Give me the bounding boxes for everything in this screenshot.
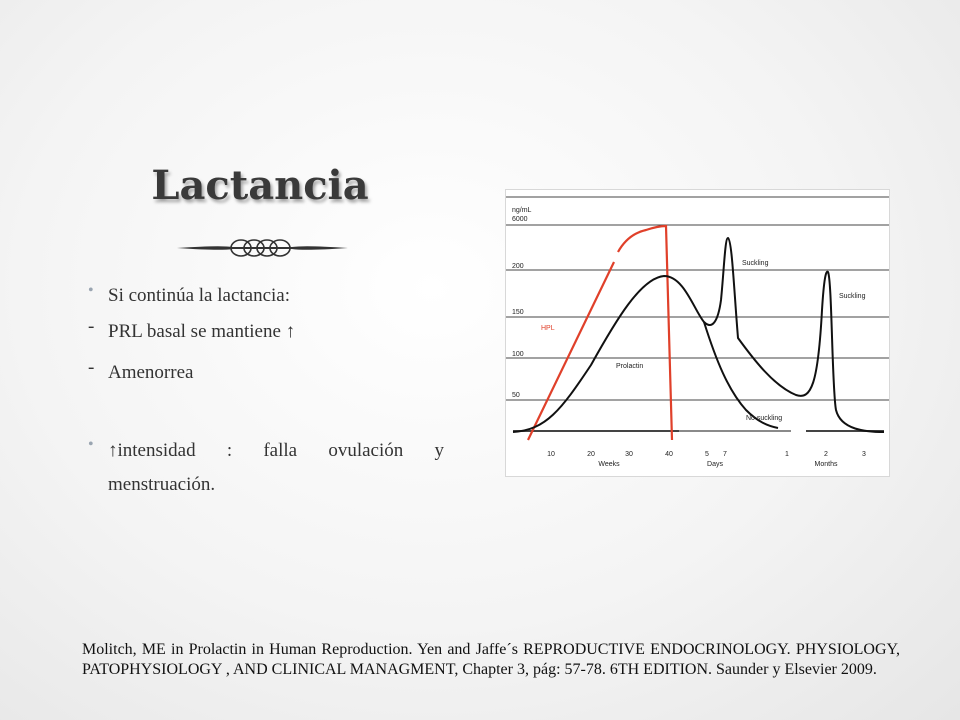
prolactin-curve <box>513 238 884 432</box>
bullet-text: Si continúa la lactancia: <box>108 285 291 306</box>
prolactin-figure <box>505 189 890 477</box>
x-tick-label: 1 <box>785 451 789 458</box>
x-group-label: Months <box>814 461 838 468</box>
bullet-text: Amenorrea <box>108 362 194 383</box>
bullet-text: PRL basal se mantiene ↑ <box>108 321 296 342</box>
y-tick-label: 50 <box>512 392 520 399</box>
suckling-label: Suckling <box>742 260 769 267</box>
x-tick-label: 10 <box>547 451 555 458</box>
y-tick-label: 100 <box>512 351 524 358</box>
x-tick-label: 5 <box>705 451 709 458</box>
bullet-marker: • <box>88 282 94 299</box>
y-tick-label: 6000 <box>512 216 528 223</box>
hpl-label: HPL <box>541 325 555 332</box>
bullet-text: ↑intensidad : falla ovulación y menstruación. <box>108 440 444 495</box>
x-tick-label: 3 <box>862 451 866 458</box>
x-tick-label: 40 <box>665 451 673 458</box>
y-tick-label: 150 <box>512 309 524 316</box>
dash-marker: - <box>88 316 95 337</box>
x-group-label: Weeks <box>598 461 620 468</box>
prolactin-label: Prolactin <box>616 363 644 370</box>
bullet-marker: • <box>88 436 94 453</box>
y-unit-label: ng/mL <box>512 207 532 214</box>
x-tick-label: 30 <box>625 451 633 458</box>
title-ornament <box>175 234 350 262</box>
slide-title: Lactancia <box>151 162 369 209</box>
y-tick-label: 200 <box>512 263 524 270</box>
suckling-label: Suckling <box>839 293 866 300</box>
x-group-label: Days <box>707 461 723 468</box>
x-tick-label: 20 <box>587 451 595 458</box>
no-suckling-label: No suckling <box>746 415 783 422</box>
x-tick-label: 2 <box>824 451 828 458</box>
hpl-curve <box>528 226 672 440</box>
x-tick-label: 7 <box>723 451 727 458</box>
dash-marker: - <box>88 357 95 378</box>
citation-text: Molitch, ME in Prolactin in Human Reproduction. Yen and Jaffe´s REPRODUCTIVE ENDOCRINOLOGY. PHYSIOLOGY, PATOPHYSIOLOGY , AND CLINICAL MANAGMENT, Chapter 3, pág: 57-78. 6TH EDITION. Saunder y Elsevier 2009. <box>82 641 900 678</box>
